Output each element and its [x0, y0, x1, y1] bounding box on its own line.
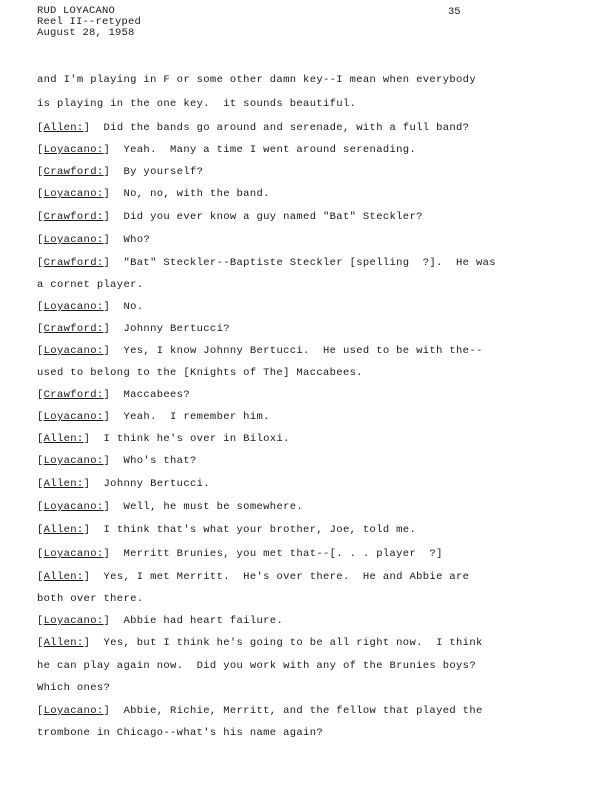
- speaker-label: Loyacano:: [43, 705, 104, 717]
- line-text: Who's that?: [123, 455, 197, 467]
- header-name: RUD LOYACANO: [37, 5, 116, 17]
- speaker-label: Loyacano:: [43, 144, 104, 156]
- line-text: he can play again now. Did you work with any of the Brunies boys?: [37, 660, 476, 672]
- line-text: Did you ever know a guy named "Bat" Steckler?: [123, 211, 423, 223]
- speaker-label: Allen:: [43, 478, 84, 490]
- speaker-label: Allen:: [43, 433, 84, 445]
- speaker-label: Crawford:: [43, 323, 104, 335]
- line-text: Abbie had heart failure.: [123, 615, 284, 627]
- line-text: Abbie, Richie, Merritt, and the fellow that played the: [123, 705, 483, 717]
- line-text: Yeah. I remember him.: [123, 411, 270, 423]
- line-text: "Bat" Steckler--Baptiste Steckler [spelling ?]. He was: [123, 257, 496, 269]
- transcript-line: [37, 660, 476, 672]
- line-text: Maccabees?: [123, 389, 190, 401]
- speaker-label: Loyacano:: [43, 548, 104, 560]
- transcript-line: [37, 98, 356, 110]
- speaker-label: Loyacano:: [43, 615, 104, 627]
- transcript-line: [37, 74, 476, 86]
- header-reel: Reel II--retyped: [37, 16, 142, 28]
- line-text: Did the bands go around and serenade, with a full band?: [103, 122, 470, 134]
- speaker-label: Loyacano:: [43, 188, 104, 200]
- speaker-label: Allen:: [43, 524, 84, 536]
- line-text: Merritt Brunies, you met that--[. . . player ?]: [123, 548, 443, 560]
- transcript-line: [Allen:] Yes, I met Merritt. He's over there. He and Abbie are: [37, 571, 470, 583]
- transcript-line: [Allen:] Yes, but I think he's going to be all right now. I think: [37, 637, 483, 649]
- speaker-label: Loyacano:: [43, 345, 104, 357]
- line-text: Well, he must be somewhere.: [123, 501, 304, 513]
- speaker-label: Loyacano:: [43, 501, 104, 513]
- line-text: I think that's what your brother, Joe, told me.: [103, 524, 417, 536]
- speaker-label: Allen:: [43, 571, 84, 583]
- transcript-line: [Crawford:] Johnny Bertucci?: [37, 323, 230, 335]
- transcript-line: [Loyacano:] Who's that?: [37, 455, 197, 467]
- speaker-label: Loyacano:: [43, 234, 104, 246]
- speaker-label: Allen:: [43, 122, 84, 134]
- line-text: No.: [123, 301, 144, 313]
- transcript-line: [37, 279, 143, 291]
- transcript-line: [37, 682, 110, 694]
- line-text: used to belong to the [Knights of The] Maccabees.: [37, 367, 363, 379]
- transcript-line: [Loyacano:] Yeah. I remember him.: [37, 411, 270, 423]
- transcript-line: [Loyacano:] Who?: [37, 234, 151, 246]
- transcript-line: [Crawford:] By yourself?: [37, 166, 204, 178]
- line-text: I think he's over in Biloxi.: [103, 433, 290, 445]
- line-text: Who?: [123, 234, 151, 246]
- transcript-line: [Crawford:] Did you ever know a guy named "Bat" Steckler?: [37, 211, 423, 223]
- speaker-label: Loyacano:: [43, 411, 104, 423]
- transcript-line: [Allen:] I think that's what your brother, Joe, told me.: [37, 524, 417, 536]
- line-text: Johnny Bertucci.: [103, 478, 210, 490]
- transcript-line: [37, 593, 143, 605]
- line-text: both over there.: [37, 593, 144, 605]
- transcript-line: [Allen:] Did the bands go around and serenade, with a full band?: [37, 122, 470, 134]
- line-text: and I'm playing in F or some other damn key--I mean when everybody: [37, 74, 476, 86]
- transcript-line: [Loyacano:] No.: [37, 301, 144, 313]
- line-text: Yeah. Many a time I went around serenading.: [123, 144, 417, 156]
- speaker-label: Loyacano:: [43, 301, 104, 313]
- speaker-label: Crawford:: [43, 166, 104, 178]
- speaker-label: Crawford:: [43, 257, 104, 269]
- line-text: Which ones?: [37, 682, 111, 694]
- transcript-line: [37, 727, 323, 739]
- transcript-line: [Loyacano:] No, no, with the band.: [37, 188, 270, 200]
- transcript-line: [Loyacano:] Abbie, Richie, Merritt, and the fellow that played the: [37, 705, 483, 717]
- transcript-line: [Crawford:] Maccabees?: [37, 389, 190, 401]
- transcript-line: [Loyacano:] Merritt Brunies, you met that--[. . . player ?]: [37, 548, 443, 560]
- transcript-line: [Loyacano:] Well, he must be somewhere.: [37, 501, 304, 513]
- transcript-line: [Loyacano:] Yes, I know Johnny Bertucci. He used to be with the--: [37, 345, 483, 357]
- speaker-label: Crawford:: [43, 211, 104, 223]
- line-text: a cornet player.: [37, 279, 144, 291]
- line-text: Yes, I know Johnny Bertucci. He used to be with the--: [123, 345, 483, 357]
- speaker-label: Allen:: [43, 637, 84, 649]
- line-text: Johnny Bertucci?: [123, 323, 230, 335]
- line-text: No, no, with the band.: [123, 188, 270, 200]
- transcript-line: [Crawford:] "Bat" Steckler--Baptiste Steckler [spelling ?]. He was: [37, 257, 496, 269]
- transcript-line: [Loyacano:] Yeah. Many a time I went around serenading.: [37, 144, 417, 156]
- line-text: is playing in the one key. it sounds beautiful.: [37, 98, 357, 110]
- transcript-line: [Allen:] Johnny Bertucci.: [37, 478, 210, 490]
- transcript-line: [Allen:] I think he's over in Biloxi.: [37, 433, 290, 445]
- line-text: By yourself?: [123, 166, 204, 178]
- header-date: August 28, 1958: [37, 27, 135, 39]
- transcript-line: [37, 367, 363, 379]
- speaker-label: Loyacano:: [43, 455, 104, 467]
- transcript-line: [Loyacano:] Abbie had heart failure.: [37, 615, 284, 627]
- page-number: 35: [448, 6, 461, 18]
- line-text: trombone in Chicago--what's his name again?: [37, 727, 323, 739]
- speaker-label: Crawford:: [43, 389, 104, 401]
- line-text: Yes, I met Merritt. He's over there. He and Abbie are: [103, 571, 470, 583]
- line-text: Yes, but I think he's going to be all right now. I think: [103, 637, 483, 649]
